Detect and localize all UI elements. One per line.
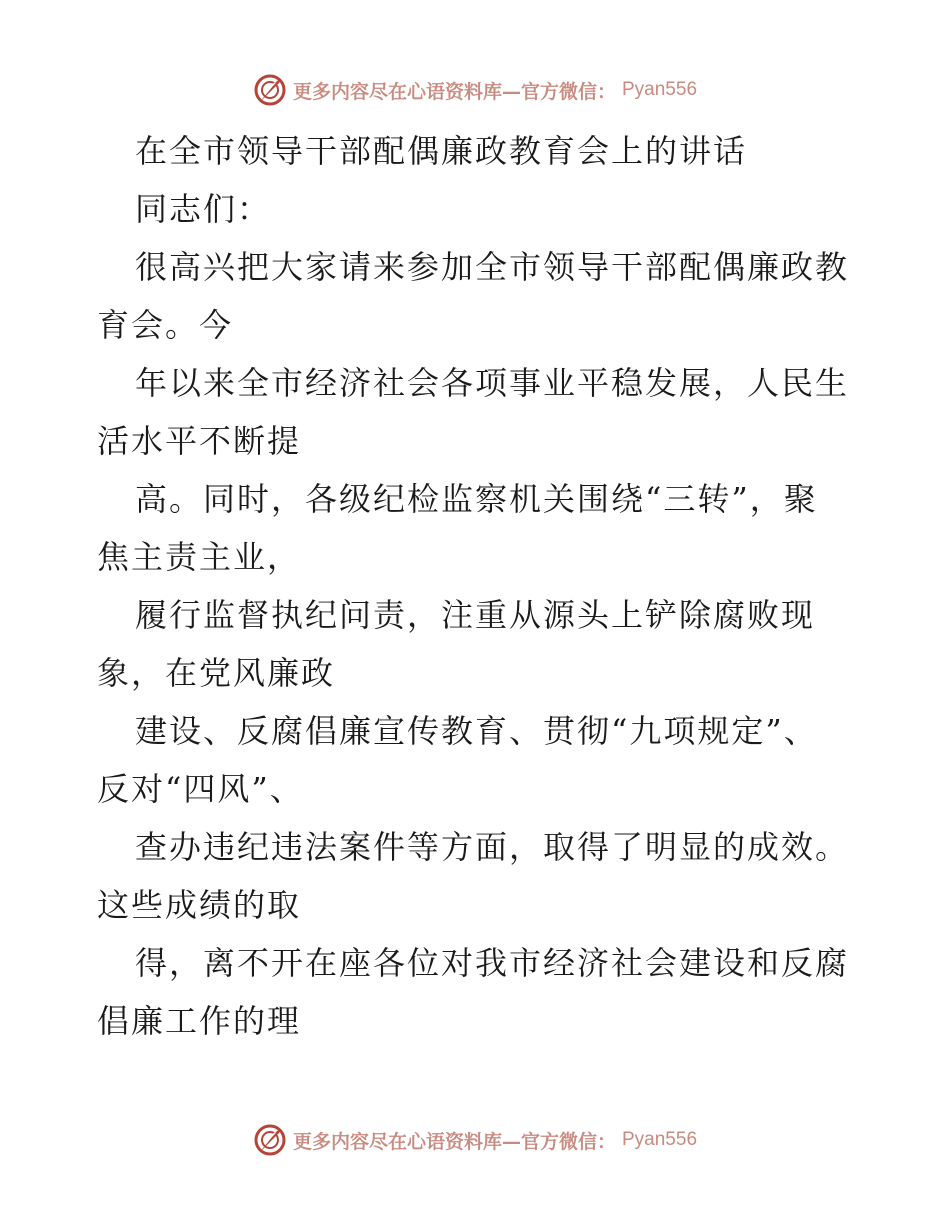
- quill-logo-icon: [253, 73, 287, 107]
- body-line: 象，在党风廉政: [97, 654, 336, 692]
- watermark-text: 更多内容尽在心语资料库—官方微信：: [292, 1130, 616, 1153]
- footer-watermark: [0, 1120, 950, 1160]
- quill-logo-icon: [253, 1123, 287, 1157]
- header-watermark: [0, 70, 950, 110]
- body-line: 很高兴把大家请来参加全市领导干部配偶廉政教: [135, 248, 850, 286]
- document-body: [97, 122, 857, 1050]
- watermark-wechat-id: Pyan556: [622, 1129, 698, 1150]
- body-line: 活水平不断提: [97, 422, 302, 460]
- body-line: 高。同时，各级纪检监察机关围绕“三转”，聚: [135, 480, 818, 518]
- body-line: 反对“四风”、: [97, 770, 304, 808]
- body-line: 焦主责主业，: [97, 538, 302, 576]
- body-line: 这些成绩的取: [97, 886, 302, 924]
- body-line: 倡廉工作的理: [97, 1002, 302, 1040]
- watermark-wechat-id: Pyan556: [622, 79, 698, 100]
- watermark-text: 更多内容尽在心语资料库—官方微信：: [292, 80, 616, 103]
- document-title: 在全市领导干部配偶廉政教育会上的讲话: [135, 132, 748, 170]
- body-line: 得，离不开在座各位对我市经济社会建设和反腐: [135, 944, 850, 982]
- body-line: 建设、反腐倡廉宣传教育、贯彻“九项规定”、: [135, 712, 818, 750]
- body-line: 履行监督执纪问责，注重从源头上铲除腐败现: [135, 596, 816, 634]
- body-line: 育会。今: [97, 306, 234, 344]
- body-line: 查办违纪违法案件等方面，取得了明显的成效。: [135, 828, 850, 866]
- body-line: 年以来全市经济社会各项事业平稳发展，人民生: [135, 364, 850, 402]
- salutation: 同志们：: [135, 190, 272, 228]
